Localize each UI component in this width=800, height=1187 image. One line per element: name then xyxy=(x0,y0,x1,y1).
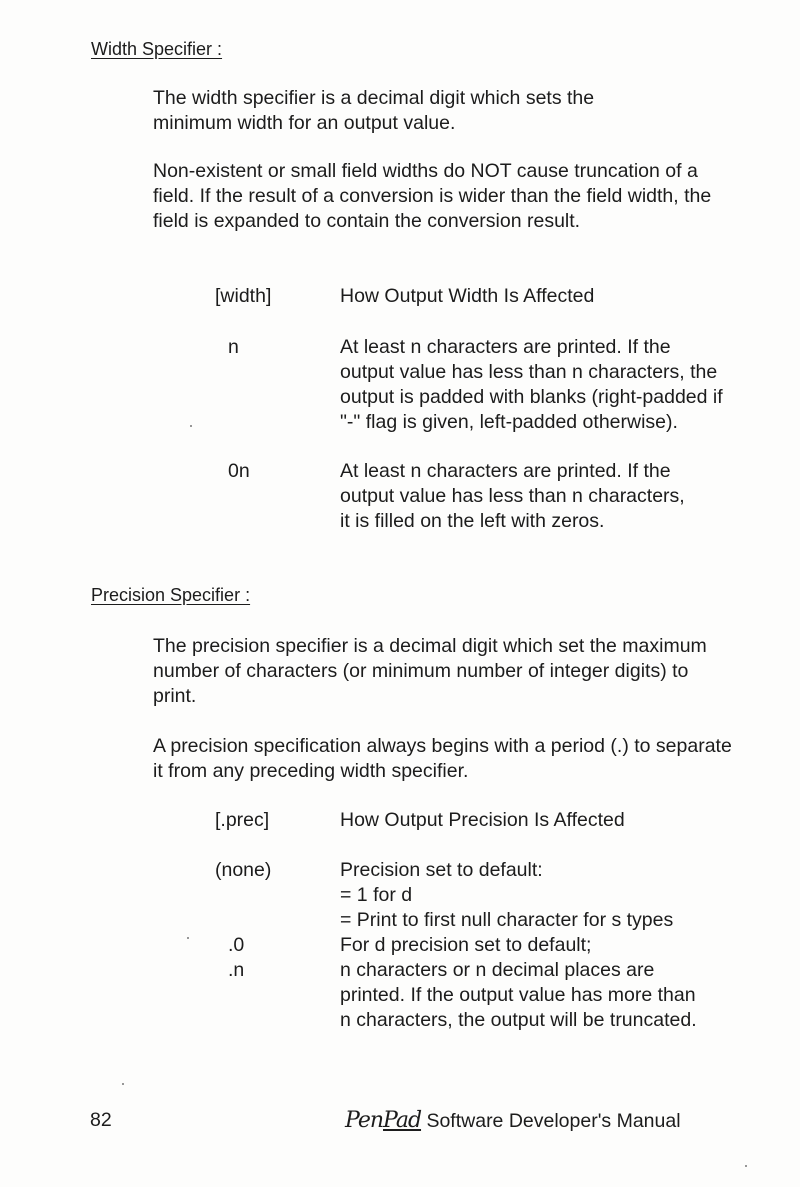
logo-part-pen: Pen xyxy=(345,1108,384,1133)
precision-table-row-desc: n characters or n decimal places are printed. If the output value has more than n characters, the output will be truncated. xyxy=(340,959,697,1031)
width-table-row-desc: At least n characters are printed. If the output value has less than n characters, it is filled on the left with zeros. xyxy=(340,460,685,532)
precision-table-row-key: (none) xyxy=(215,859,272,881)
precision-intro-paragraph: The precision specifier is a decimal digit which set the maximum number of characters (or minimum number of integer digits) to print. xyxy=(153,635,707,707)
width-table-col1-header: [width] xyxy=(215,285,272,307)
precision-table-row-key: .0 xyxy=(228,934,245,956)
precision-table-row-desc-line: = Print to first null character for s types xyxy=(340,909,674,931)
precision-specifier-heading: Precision Specifier : xyxy=(91,585,251,605)
width-intro-paragraph: The width specifier is a decimal digit which sets the minimum width for an output value. xyxy=(153,87,595,134)
precision-table-row-desc-line: Precision set to default: xyxy=(340,859,543,881)
scan-speck xyxy=(122,1083,124,1085)
width-table-row-desc: At least n characters are printed. If the output value has less than n characters, the output is padded with blanks (right-padded if "-" flag is given, left-padded otherwise). xyxy=(340,336,723,433)
width-table-row-key: n xyxy=(228,336,239,358)
scan-speck xyxy=(745,1165,747,1167)
penpad-logo xyxy=(345,1108,421,1133)
width-table-col2-header: How Output Width Is Affected xyxy=(340,285,595,307)
precision-table-col1-header: [.prec] xyxy=(215,809,270,831)
precision-table-row-key: .n xyxy=(228,959,245,981)
precision-table-row-desc-line: = 1 for d xyxy=(340,884,413,906)
width-specifier-heading: Width Specifier : xyxy=(91,39,223,59)
manual-title: Software Developer's Manual xyxy=(426,1110,681,1132)
precision-period-paragraph: A precision specification always begins with a period (.) to separate it from any preceding width specifier. xyxy=(153,735,732,782)
precision-table-col2-header: How Output Precision Is Affected xyxy=(340,809,625,831)
width-table-row-key: 0n xyxy=(228,460,250,482)
scan-speck xyxy=(190,425,192,427)
footer-title xyxy=(345,1108,681,1134)
scan-speck xyxy=(187,937,189,939)
precision-table-row-desc: For d precision set to default; xyxy=(340,934,592,956)
page-number: 82 xyxy=(90,1109,112,1131)
width-truncation-paragraph: Non-existent or small field widths do NOT cause truncation of a field. If the result of a conversion is wider than the field width, the field is expanded to contain the conversion result. xyxy=(153,160,712,232)
logo-part-pad: Pad xyxy=(383,1108,422,1133)
